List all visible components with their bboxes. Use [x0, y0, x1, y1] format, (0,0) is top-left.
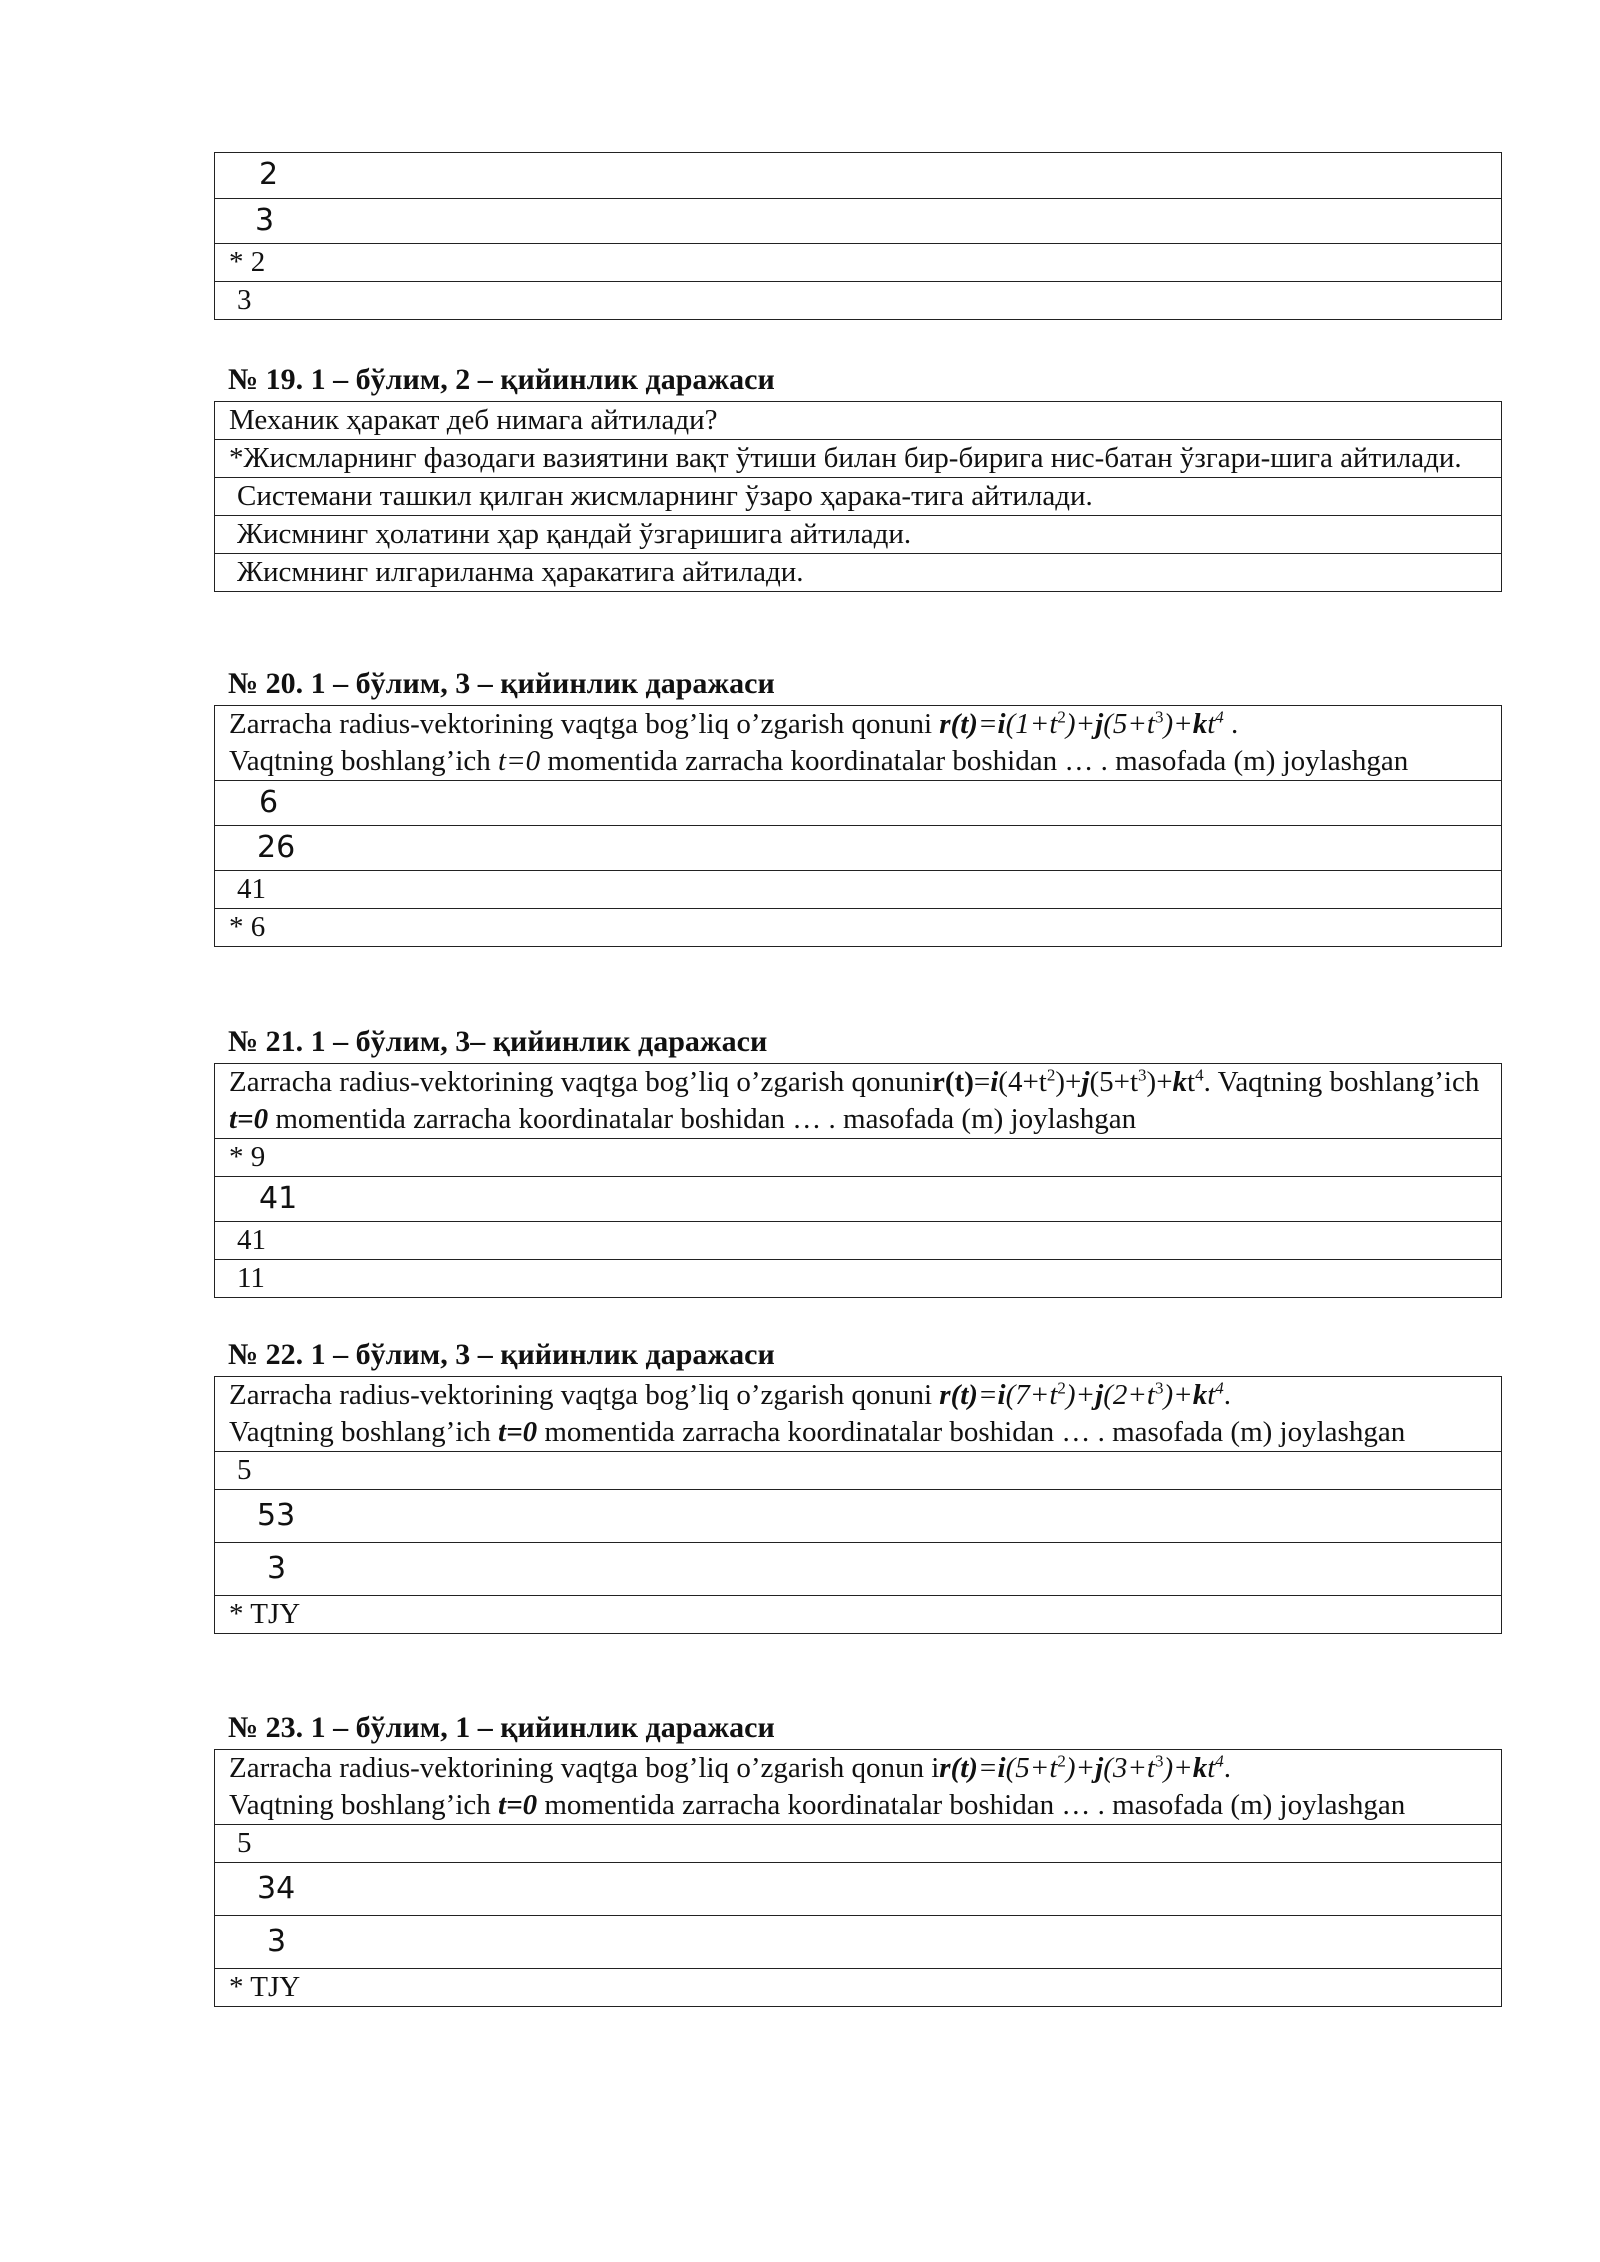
question-heading: № 23. 1 – бўлим, 1 – қийинлик даражаси: [228, 1711, 775, 1744]
option-item: 11: [215, 1260, 1502, 1298]
option-item: 6: [215, 781, 1502, 826]
option-item: 3: [215, 1916, 1502, 1969]
option-item: Жисмнинг ҳолатини ҳар қандай ўзгаришига айтилади.: [215, 516, 1502, 554]
question-23: [214, 1711, 1502, 2007]
option-item: * TJY: [215, 1969, 1502, 2007]
option-item: 3: [215, 199, 1502, 244]
question-text: Zarracha radius-vektorining vaqtga bog’liq o’zgarish qonuni $r(t)=i(7+t^2)+j(2+t^3)+kt^4$. Vaqtning boshlang’ich t=0 momentida zarracha koordinatalar boshidan … . masofada (m) joylashgan: [215, 1377, 1502, 1452]
option-item: 5: [215, 1825, 1502, 1863]
top-options-table: [214, 152, 1502, 320]
question-heading: № 22. 1 – бўлим, 3 – қийинлик даражаси: [228, 1338, 775, 1371]
option-item: * 6: [215, 909, 1502, 947]
option-item: Жисмнинг илгариланма ҳаракатига айтилади.: [215, 554, 1502, 592]
question-table: [214, 705, 1502, 947]
option-item: * TJY: [215, 1596, 1502, 1634]
question-text: Zarracha radius-vektorining vaqtga bog’liq o’zgarish qonuni $r(t)=i(1+t^2)+j(5+t^3)+kt^4$ . Vaqtning boshlang’ich t=0 momentida zarracha koordinatalar boshidan … . masofada (m) joylashgan: [215, 706, 1502, 781]
question-table: [214, 1749, 1502, 2007]
option-item: 26: [215, 826, 1502, 871]
option-item: 41: [215, 1222, 1502, 1260]
question-22: [214, 1338, 1502, 1634]
question-heading: № 20. 1 – бўлим, 3 – қийинлик даражаси: [228, 667, 775, 700]
question-19: [214, 363, 1502, 592]
option-item: 41: [215, 871, 1502, 909]
option-item: 34: [215, 1863, 1502, 1916]
option-item: 41: [215, 1177, 1502, 1222]
question-table: [214, 401, 1502, 592]
question-20: [214, 667, 1502, 947]
top-options-block: [214, 152, 1502, 320]
option-item: * 2: [215, 244, 1502, 282]
option-item: 2: [215, 153, 1502, 199]
option-item: Системани ташкил қилган жисмларнинг ўзаро ҳарака-тига айтилади.: [215, 478, 1502, 516]
question-table: [214, 1376, 1502, 1634]
option-item: *Жисмларнинг фазодаги вазиятини вақт ўтиши билан бир-бирига нис-батан ўзгари-шига айтилади.: [215, 440, 1502, 478]
question-text: Zarracha radius-vektorining vaqtga bog’liq o’zgarish $qonunir(t)=i(4+t^2)+j(5+t^3)+kt^4$. Vaqtning boshlang’ich t=0 momentida zarracha koordinatalar boshidan … . masofada (m) joylashgan: [215, 1064, 1502, 1139]
option-item: 53: [215, 1490, 1502, 1543]
question-heading: № 21. 1 – бўлим, 3– қийинлик даражаси: [228, 1025, 768, 1058]
option-item: * 9: [215, 1139, 1502, 1177]
option-item: 5: [215, 1452, 1502, 1490]
question-heading: № 19. 1 – бўлим, 2 – қийинлик даражаси: [228, 363, 775, 396]
option-item: 3: [215, 282, 1502, 320]
option-item: 3: [215, 1543, 1502, 1596]
question-table: [214, 1063, 1502, 1298]
question-21: [214, 1025, 1502, 1298]
question-text: Механик ҳаракат деб нимага айтилади?: [215, 402, 1502, 440]
question-text: Zarracha radius-vektorining vaqtga bog’liq o’zgarish qonun $ir(t)=i(5+t^2)+j(3+t^3)+kt^4$. Vaqtning boshlang’ich t=0 momentida zarracha koordinatalar boshidan … . masofada (m) joylashgan: [215, 1750, 1502, 1825]
